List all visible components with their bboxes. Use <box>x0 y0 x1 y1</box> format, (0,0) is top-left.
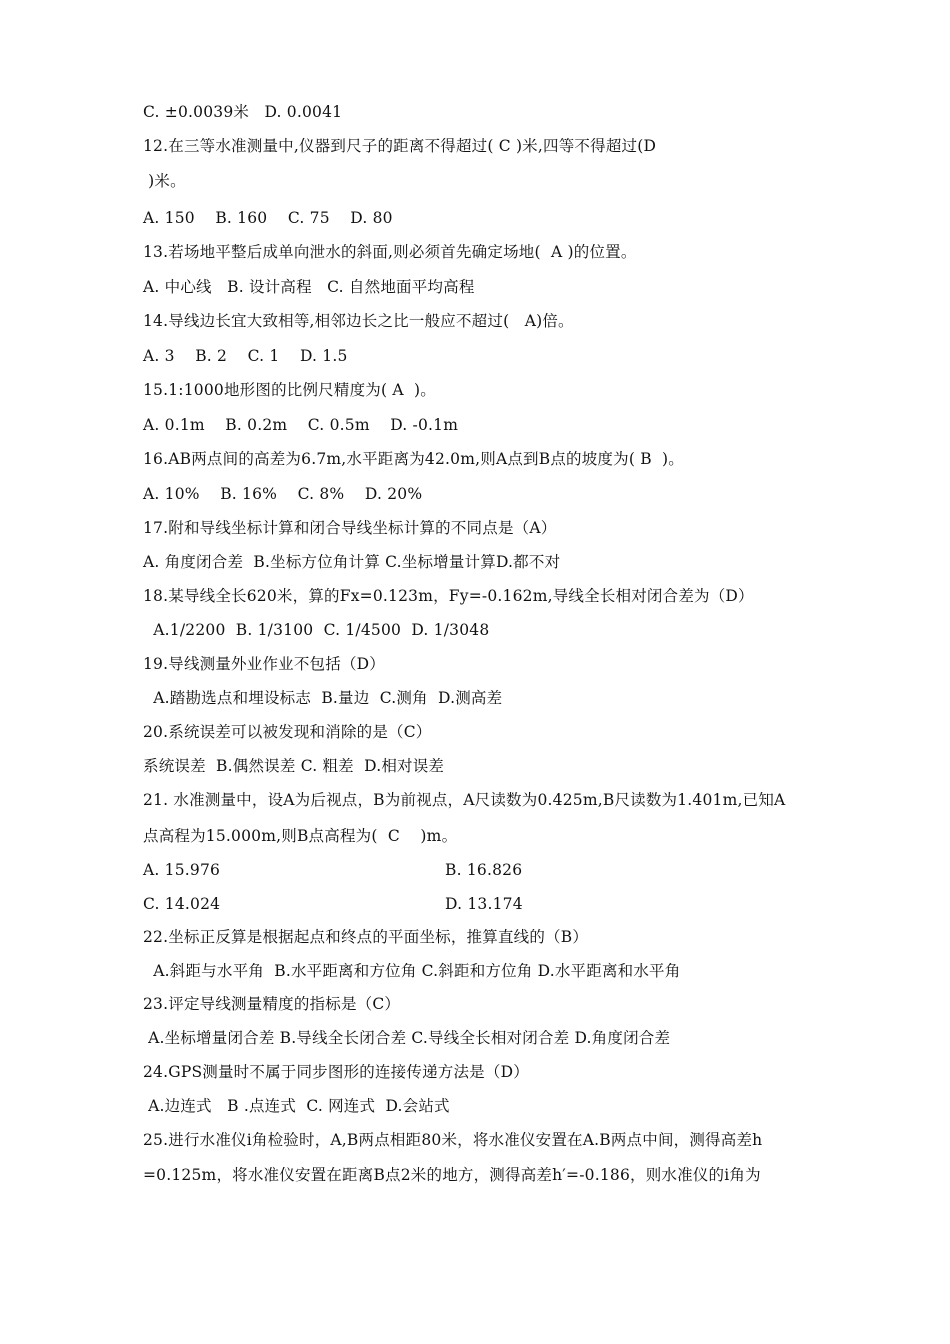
question-17: 17.附和导线坐标计算和闭合导线坐标计算的不同点是（A） <box>143 519 557 537</box>
options-18: A.1/2200 B. 1/3100 C. 1/4500 D. 1/3048 <box>143 621 490 639</box>
options-19: A.踏勘选点和埋设标志 B.量边 C.测角 D.测高差 <box>143 689 503 707</box>
question-20: 20.系统误差可以被发现和消除的是（C） <box>143 723 432 741</box>
options-14: A. 3 B. 2 C. 1 D. 1.5 <box>143 347 348 365</box>
question-22: 22.坐标正反算是根据起点和终点的平面坐标，推算直线的（B） <box>143 928 589 946</box>
options-23: A.坐标增量闭合差 B.导线全长闭合差 C.导线全长相对闭合差 D.角度闭合差 <box>143 1029 671 1047</box>
question-15: 15.1:1000地形图的比例尺精度为( A )。 <box>143 381 436 399</box>
question-24: 24.GPS测量时不属于同步图形的连接传递方法是（D） <box>143 1063 529 1081</box>
options-13: A. 中心线 B. 设计高程 C. 自然地面平均高程 <box>143 278 475 296</box>
question-12-cont: )米。 <box>143 172 186 190</box>
question-25-cont: =0.125m，将水准仪安置在距离B点2米的地方，测得高差h′=-0.186，则水准仪的i角为 <box>143 1166 761 1184</box>
question-25: 25.进行水准仪i角检验时，A,B两点相距80米，将水准仪安置在A.B两点中间，测得高差h <box>143 1131 763 1149</box>
question-12: 12.在三等水准测量中,仪器到尺子的距离不得超过( C )米,四等不得超过(D <box>143 137 657 155</box>
question-19: 19.导线测量外业作业不包括（D） <box>143 655 385 673</box>
line-option-11-cd: C. ±0.0039米 D. 0.0041 <box>143 103 343 121</box>
options-17: A. 角度闭合差 B.坐标方位角计算 C.坐标增量计算D.都不对 <box>143 553 561 571</box>
options-22: A.斜距与水平角 B.水平距离和方位角 C.斜距和方位角 D.水平距离和水平角 <box>143 962 681 980</box>
question-21: 21. 水准测量中，设A为后视点，B为前视点，A尺读数为0.425m,B尺读数为1.401m,已知A <box>143 791 786 809</box>
option-21-d: D. 13.174 <box>445 895 523 913</box>
options-24: A.边连式 B .点连式 C. 网连式 D.会站式 <box>143 1097 450 1115</box>
options-12: A. 150 B. 160 C. 75 D. 80 <box>143 209 393 227</box>
options-16: A. 10% B. 16% C. 8% D. 20% <box>143 485 423 503</box>
option-21-b: B. 16.826 <box>445 861 523 879</box>
question-18: 18.某导线全长620米，算的Fx=0.123m，Fy=-0.162m,导线全长相对闭合差为（D） <box>143 587 754 605</box>
question-13: 13.若场地平整后成单向泄水的斜面,则必须首先确定场地( A )的位置。 <box>143 243 637 261</box>
options-20: 系统误差 B.偶然误差 C. 粗差 D.相对误差 <box>143 757 445 775</box>
question-14: 14.导线边长宜大致相等,相邻边长之比一般应不超过( A)倍。 <box>143 312 574 330</box>
option-21-a: A. 15.976 <box>143 861 221 879</box>
question-21-cont: 点高程为15.000m,则B点高程为( C )m。 <box>143 827 458 845</box>
question-16: 16.AB两点间的高差为6.7m,水平距离为42.0m,则A点到B点的坡度为( B )。 <box>143 450 684 468</box>
option-21-c: C. 14.024 <box>143 895 221 913</box>
question-23: 23.评定导线测量精度的指标是（C） <box>143 995 401 1013</box>
options-15: A. 0.1m B. 0.2m C. 0.5m D. -0.1m <box>143 416 459 434</box>
